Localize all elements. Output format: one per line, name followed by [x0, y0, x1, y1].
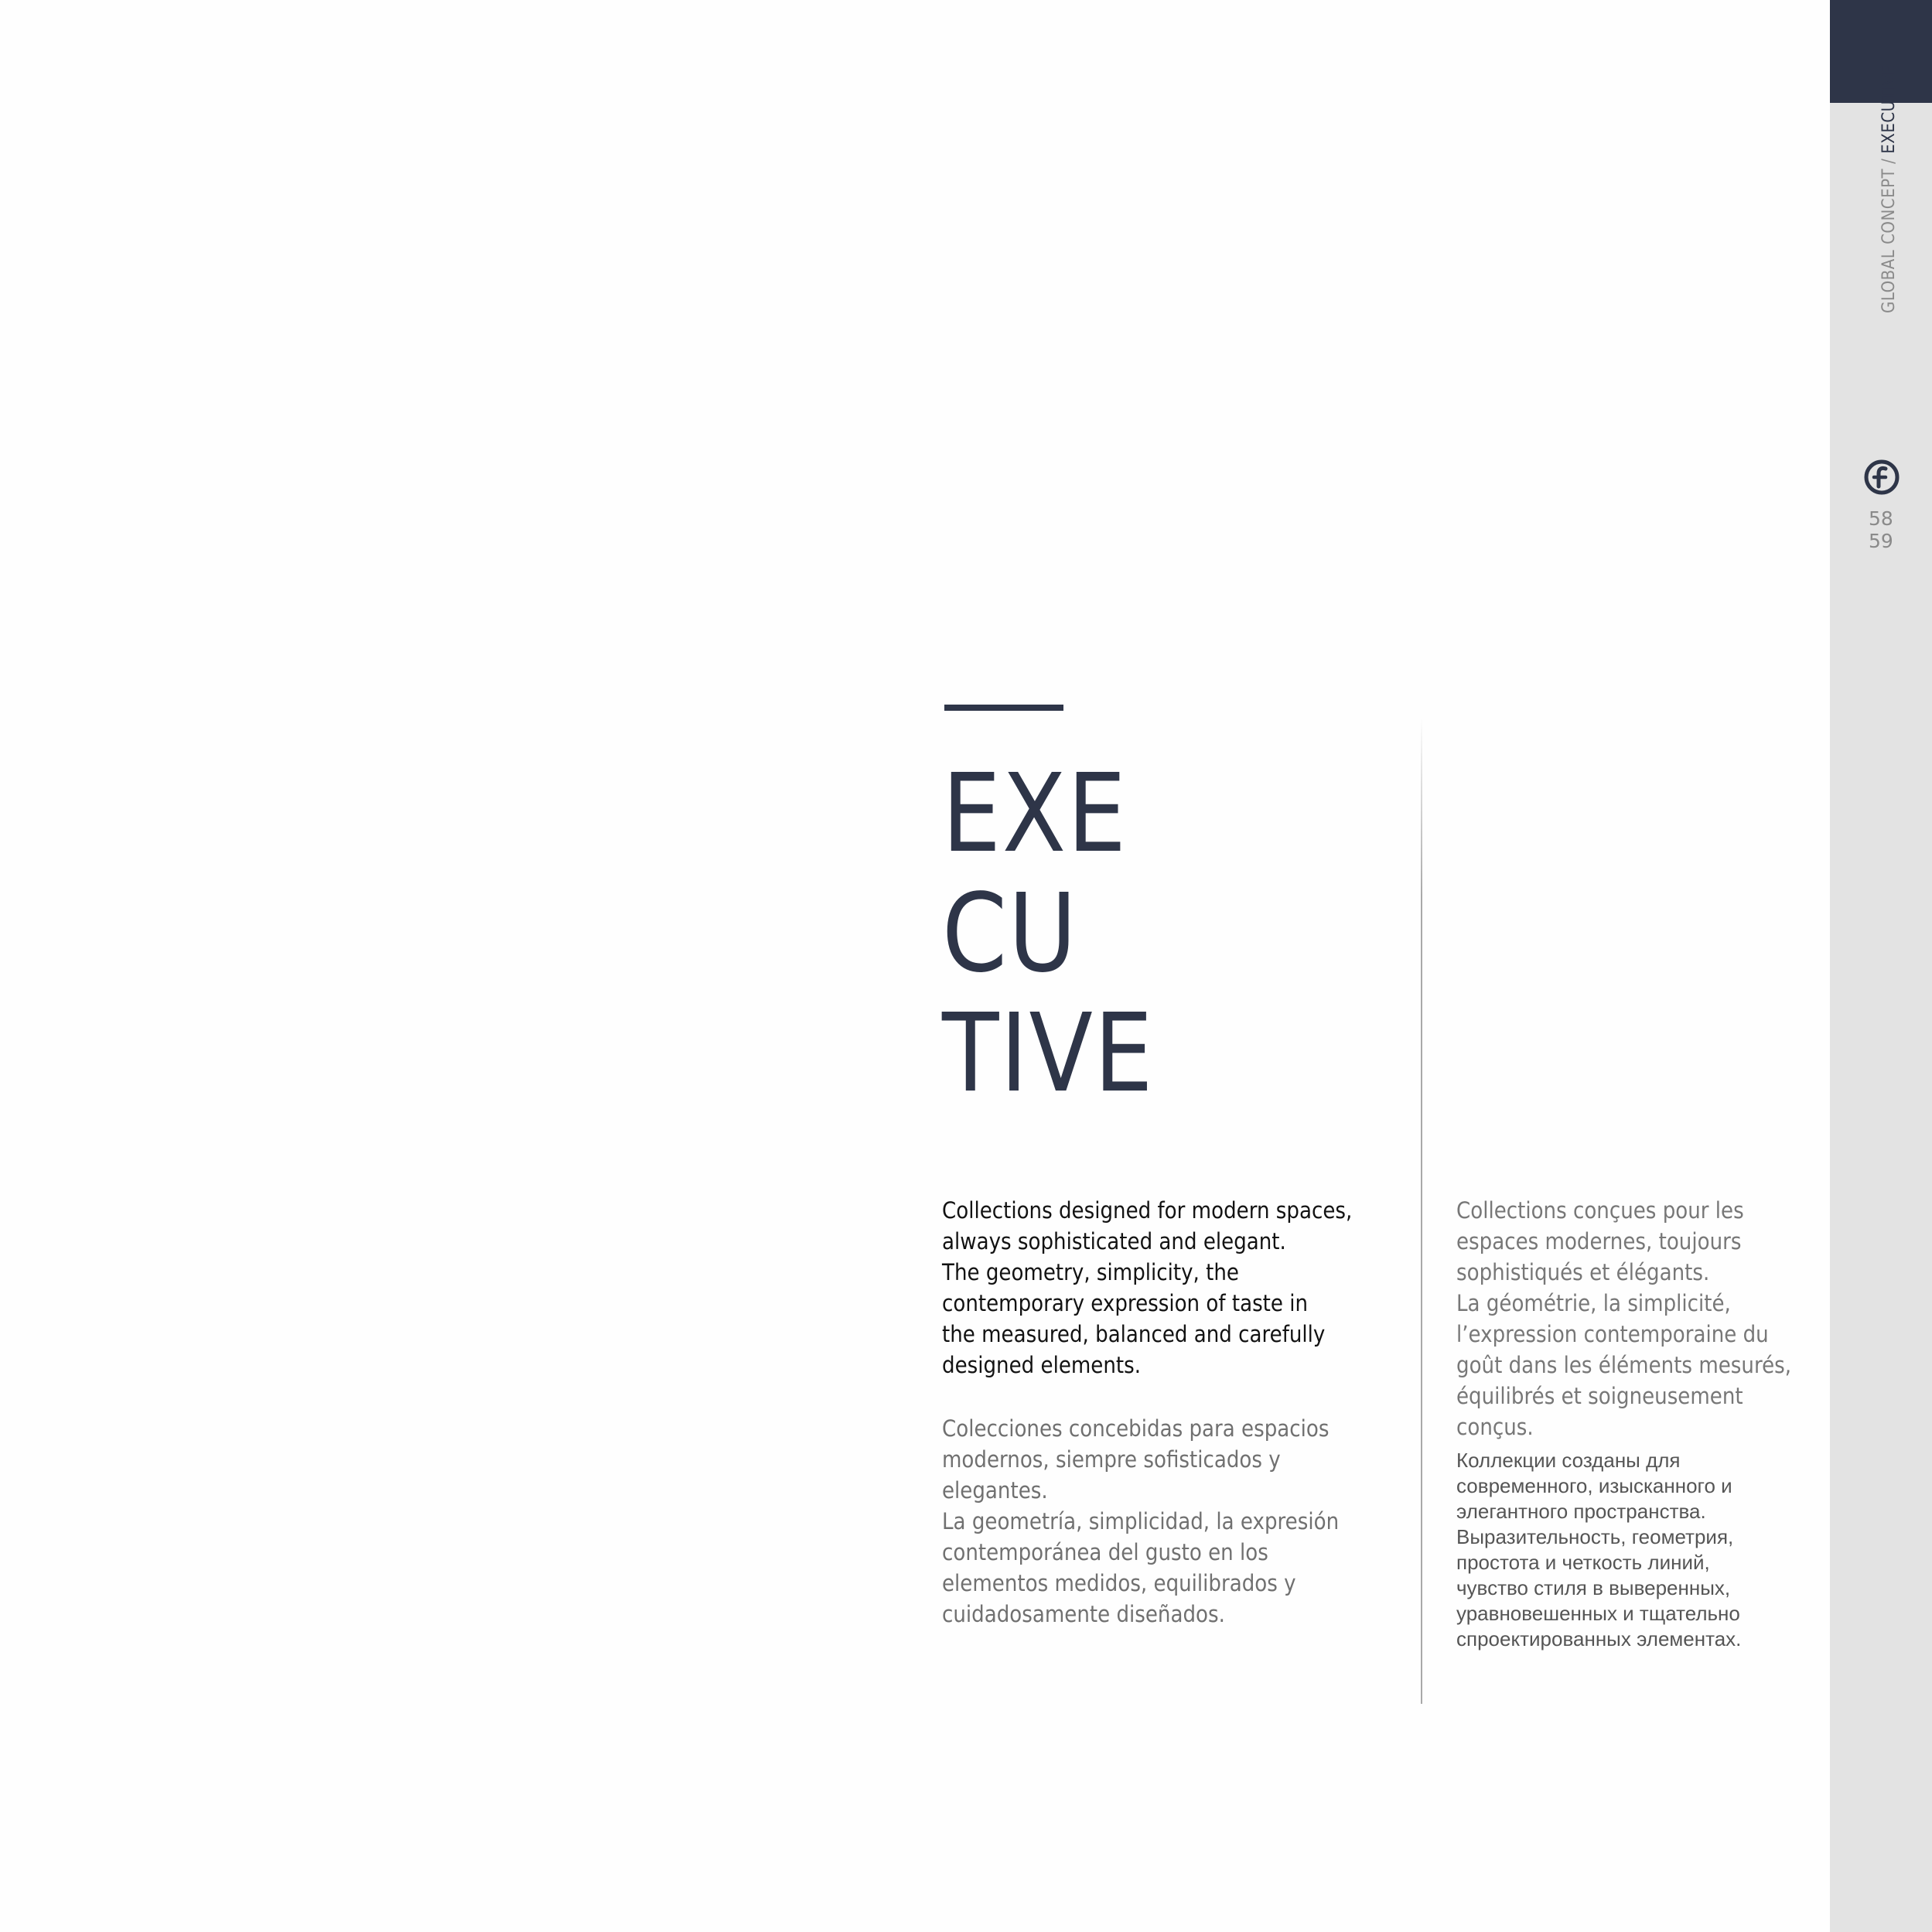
description-french: Collections conçues pour les espaces modernes, toujours sophistiqués et élégants. La géométrie, la simplicité, l’expression contemporaine du goût dans les éléments mesurés, équilibrés et soigneusement conçus. [1456, 1197, 1792, 1440]
breadcrumb [1881, 64, 1898, 313]
page-title [942, 751, 1208, 1117]
breadcrumb-separator: / [1879, 158, 1899, 164]
title-line: CU [942, 871, 1078, 997]
page-number-left: 58 [1869, 507, 1893, 530]
breadcrumb-current: EXECUTIVE [1879, 64, 1899, 154]
description-russian: Коллекции созданы для современного, изысканного и элегантного пространства. Выразительность, геометрия, простота и четкость линий, чувство стиля в выверенных, уравновешенных и тщательно спроектированных элементах. [1456, 1449, 1742, 1650]
breadcrumb-section: GLOBAL CONCEPT [1879, 168, 1899, 313]
column-divider [1421, 718, 1422, 1704]
title-rule [944, 705, 1063, 711]
page-numbers [1869, 507, 1900, 552]
description-english: Collections designed for modern spaces, always sophisticated and elegant. The geometry, simplicity, the contemporary expression of taste in the measured, balanced and carefully designed elements. [942, 1197, 1353, 1378]
page-number-right: 59 [1869, 530, 1893, 552]
brand-f-circle-icon [1862, 458, 1901, 497]
title-line: EXE [942, 751, 1128, 877]
title-line: TIVE [942, 991, 1155, 1117]
description-spanish: Colecciones concebidas para espacios modernos, siempre sofisticados y elegantes. La geometría, simplicidad, la expresión contemporánea del gusto en los elementos medidos, equilibrados y cuidadosamente diseñados. [942, 1415, 1340, 1627]
